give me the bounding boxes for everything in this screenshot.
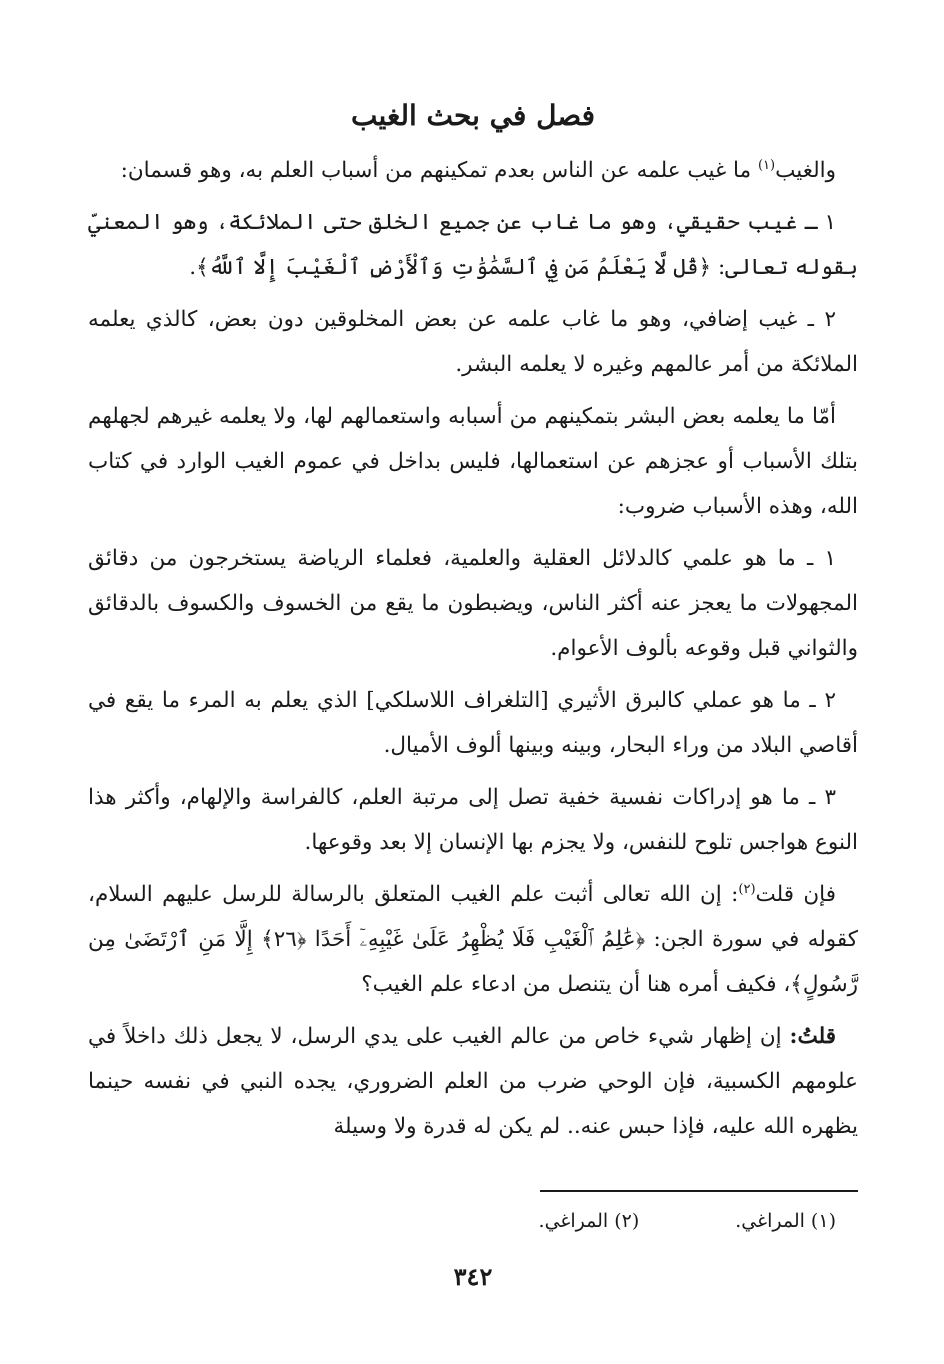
answer-label: قلتُ: — [789, 1024, 836, 1049]
paragraph-answer-rest: إن إظهار شيء خاص من عالم الغيب على يدي الرسل، لا يجعل ذلك داخلاً في علومهم الكسبية، فإن الوحي ضرب من العلم الضروري، يجده النبي في نفسه حينما يظهره الله عليه، فإذا حبس عنه.. لم يكن له قدرة ولا وسيلة — [88, 1024, 858, 1139]
paragraph-question-rest: : إن الله تعالى أثبت علم الغيب المتعلق بالرسالة للرسل عليهم السلام، كقوله في سورة الجن: ﴿عَٰلِمُ ٱلْغَيْبِ فَلَا يُظْهِرُ عَلَىٰ غَيْبِهِۦٓ أَحَدًا ﴿٢٦﴾ إِلَّا مَنِ ٱرْتَضَىٰ مِن رَّسُولٍ﴾، فكيف أمره هنا أن يتنصل من ادعاء علم الغيب؟ — [88, 882, 858, 997]
footnotes — [88, 1206, 836, 1236]
paragraph-intro — [88, 148, 858, 193]
paragraph-practical: ٢ ـ ما هو عملي كالبرق الأثيري [التلغراف اللاسلكي] الذي يعلم به المرء ما يقع في أقاصي البلاد من وراء البحار، وبينه وبينها ألوف الأميال. — [88, 688, 858, 758]
footnote-2: (٢) المراغي. — [538, 1210, 640, 1232]
paragraph-answer — [88, 1014, 858, 1149]
footnote-1: (١) المراغي. — [735, 1210, 836, 1232]
paragraph-scientific: ١ ـ ما هو علمي كالدلائل العقلية والعلمية، فعلماء الرياضة يستخرجون من دقائق المجهولات ما يعجز عنه أكثر الناس، ويضبطون ما يقع من الخسوف والكسوف بالدقائق والثواني قبل وقوعه بألوف الأعوام. — [88, 546, 858, 661]
section-title: فصل في بحث الغيب — [351, 99, 595, 132]
paragraph-human-knowledge: أمّا ما يعلمه بعض البشر بتمكينهم من أسبابه واستعمالهم لها، ولا يعلمه غيرهم لجهلهم بتلك الأسباب أو عجزهم عن استعمالها، فليس بداخل في عموم الغيب الوارد في كتاب الله، وهذه الأسباب ضروب: — [88, 404, 858, 519]
paragraph-intro-start: والغيب — [775, 158, 836, 183]
paragraph-relative-unseen: ٢ ـ غيب إضافي، وهو ما غاب علمه عن بعض المخلوقين دون بعض، كالذي يعلمه الملائكة من أمر عالمهم وغيره لا يعلمه البشر. — [88, 307, 858, 377]
page-number: ٣٤٢ — [453, 1262, 493, 1291]
paragraph-intro-rest: ما غيب علمه عن الناس بعدم تمكينهم من أسباب العلم به، وهو قسمان: — [120, 158, 758, 183]
paragraph-real-unseen: ١ ـ غيب حقيقي، وهو ما غاب عن جميع الخلق حتى الملائكة، وهو المعنيّ بقوله تعالى: ﴿قُل لَّا يَعْلَمُ مَن فِي ٱلسَّمَٰوَٰتِ وَٱلْأَرْضِ ٱلْغَيْبَ إِلَّا ٱللَّهُ﴾. — [88, 210, 858, 280]
paragraph-psychic: ٣ ـ ما هو إدراكات نفسية خفية تصل إلى مرتبة العلم، كالفراسة والإلهام، وأكثر هذا النوع هواجس تلوح للنفس، ولا يجزم بها الإنسان إلا بعد وقوعها. — [88, 785, 858, 855]
paragraph-question — [88, 872, 858, 1007]
book-page — [88, 0, 858, 1364]
footnote-ref-2[interactable]: (٢) — [738, 881, 756, 897]
body-text — [88, 148, 858, 1156]
footnote-ref-1[interactable]: (١) — [757, 157, 776, 173]
footnote-divider — [540, 1190, 858, 1192]
paragraph-question-start: فإن قلت — [755, 882, 836, 907]
